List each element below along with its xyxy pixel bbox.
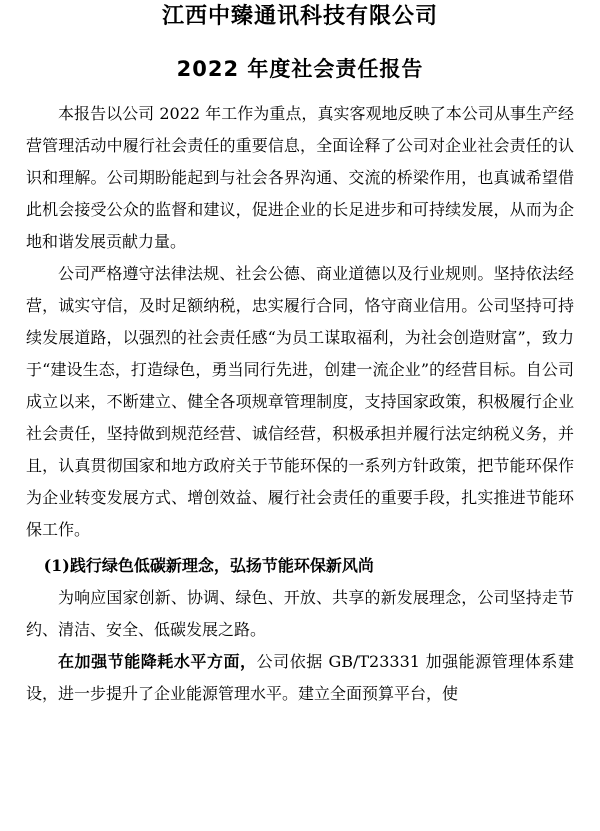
energy-saving-paragraph <box>26 646 574 710</box>
energy-saving-text: 公司依据 GB/T23331 加强能源管理体系建设，进一步提升了企业能源管理水平。建立全面预算平台，使 <box>26 652 574 703</box>
company-title: 江西中臻通讯科技有限公司 <box>161 4 438 29</box>
development-paragraph: 为响应国家创新、协调、绿色、开放、共享的新发展理念，公司坚持走节约、清洁、安全、低碳发展之路。 <box>26 588 574 639</box>
report-title: 2022 年度社会责任报告 <box>176 57 424 81</box>
compliance-paragraph: 公司严格遵守法律法规、社会公德、商业道德以及行业规则。坚持依法经营，诚实守信，及时足额纳税，忠实履行合同，恪守商业信用。公司坚持可持续发展道路，以强烈的社会责任感“为员工谋取福利，为社会创造财富”，致力于“建设生态，打造绿色，勇当同行先进，创建一流企业”的经营目标。自公司成立以来，不断建立、健全各项规章管理制度，支持国家政策，积极履行企业社会责任，坚持做到规范经营、诚信经营，积极承担并履行法定纳税义务，并且，认真贯彻国家和地方政府关于节能环保的一系列方针政策，把节能环保作为企业转变发展方式、增创效益、履行社会责任的重要手段，扎实推进节能环保工作。 <box>26 264 574 539</box>
intro-paragraph: 本报告以公司 2022 年工作为重点，真实客观地反映了本公司从事生产经营管理活动中履行社会责任的重要信息，全面诠释了公司对企业社会责任的认识和理解。公司期盼能起到与社会各界沟通、交流的桥梁作用，也真诚希望借此机会接受公众的监督和建议，促进企业的长足进步和可持续发展，从而为企地和谐发展贡献力量。 <box>26 104 574 251</box>
section-heading-green-low-carbon: (1)践行绿色低碳新理念，弘扬节能环保新风尚 <box>43 556 374 575</box>
energy-saving-lead: 在加强节能降耗水平方面， <box>58 652 257 671</box>
